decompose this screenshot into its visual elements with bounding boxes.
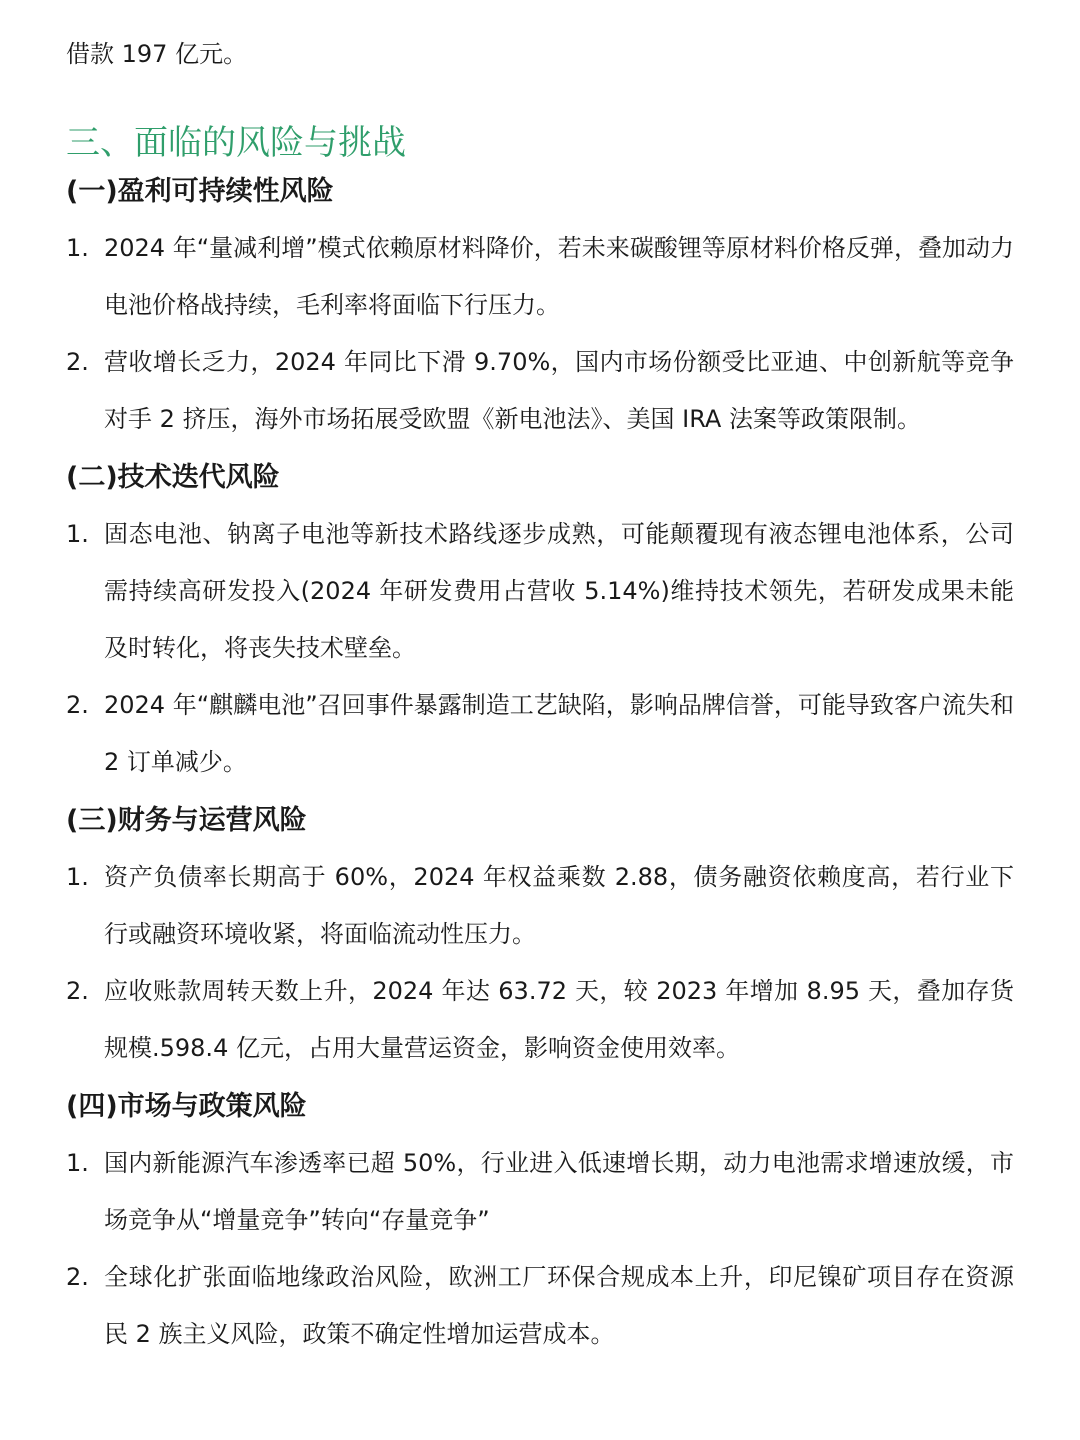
item-number: 1.: [66, 1149, 89, 1177]
item-number: 2.: [66, 977, 89, 1005]
list-item: [66, 220, 1014, 334]
item-text: 全球化扩张面临地缘政治风险，欧洲工厂环保合规成本上升，印尼镍矿项目存在资源民 2 族主义风险，政策不确定性增加运营成本。: [104, 1263, 1014, 1348]
intro-text: 借款 197 亿元。: [66, 40, 248, 68]
risk-list: [66, 506, 1014, 791]
subsection-finance-risk: [66, 801, 1014, 1077]
subsection-market-risk: [66, 1087, 1014, 1363]
list-item: [66, 849, 1014, 963]
item-text: 国内新能源汽车渗透率已超 50%，行业进入低速增长期，动力电池需求增速放缓，市场竞争从“增量竞争”转向“存量竞争”: [104, 1149, 1014, 1234]
item-text: 2024 年“麒麟电池”召回事件暴露制造工艺缺陷，影响品牌信誉，可能导致客户流失和 2 订单减少。: [104, 691, 1014, 776]
item-number: 2.: [66, 691, 89, 719]
item-number: 1.: [66, 520, 89, 548]
list-item: [66, 334, 1014, 448]
section-title: 三、面临的风险与挑战: [66, 123, 406, 163]
subsection-profit-risk: [66, 172, 1014, 448]
item-text: 营收增长乏力，2024 年同比下滑 9.70%，国内市场份额受比亚迪、中创新航等竞争对手 2 挤压，海外市场拓展受欧盟《新电池法》、美国 IRA 法案等政策限制。: [104, 348, 1014, 433]
item-number: 2.: [66, 348, 89, 376]
list-item: [66, 677, 1014, 791]
subsection-title: (四)市场与政策风险: [66, 1091, 307, 1122]
item-text: 资产负债率长期高于 60%，2024 年权益乘数 2.88，债务融资依赖度高，若行业下行或融资环境收紧，将面临流动性压力。: [104, 863, 1014, 948]
list-item: [66, 506, 1014, 677]
item-text: 固态电池、钠离子电池等新技术路线逐步成熟，可能颠覆现有液态锂电池体系，公司需持续高研发投入(2024 年研发费用占营收 5.14%)维持技术领先，若研发成果未能及时转化，将丧失技术壁垒。: [104, 520, 1014, 662]
subsection-title: (二)技术迭代风险: [66, 462, 280, 493]
item-text: 应收账款周转天数上升，2024 年达 63.72 天，较 2023 年增加 8.95 天，叠加存货规模.598.4 亿元，占用大量营运资金，影响资金使用效率。: [104, 977, 1014, 1062]
list-item: [66, 963, 1014, 1077]
subsection-title: (三)财务与运营风险: [66, 805, 307, 836]
item-number: 2.: [66, 1263, 89, 1291]
risk-list: [66, 220, 1014, 448]
item-number: 1.: [66, 234, 89, 262]
item-number: 1.: [66, 863, 89, 891]
subsection-title: (一)盈利可持续性风险: [66, 176, 334, 207]
item-text: 2024 年“量减利增”模式依赖原材料降价，若未来碳酸锂等原材料价格反弹，叠加动力电池价格战持续，毛利率将面临下行压力。: [104, 234, 1014, 319]
list-item: [66, 1249, 1014, 1363]
risk-list: [66, 1135, 1014, 1363]
risk-list: [66, 849, 1014, 1077]
subsection-tech-risk: [66, 458, 1014, 791]
list-item: [66, 1135, 1014, 1249]
